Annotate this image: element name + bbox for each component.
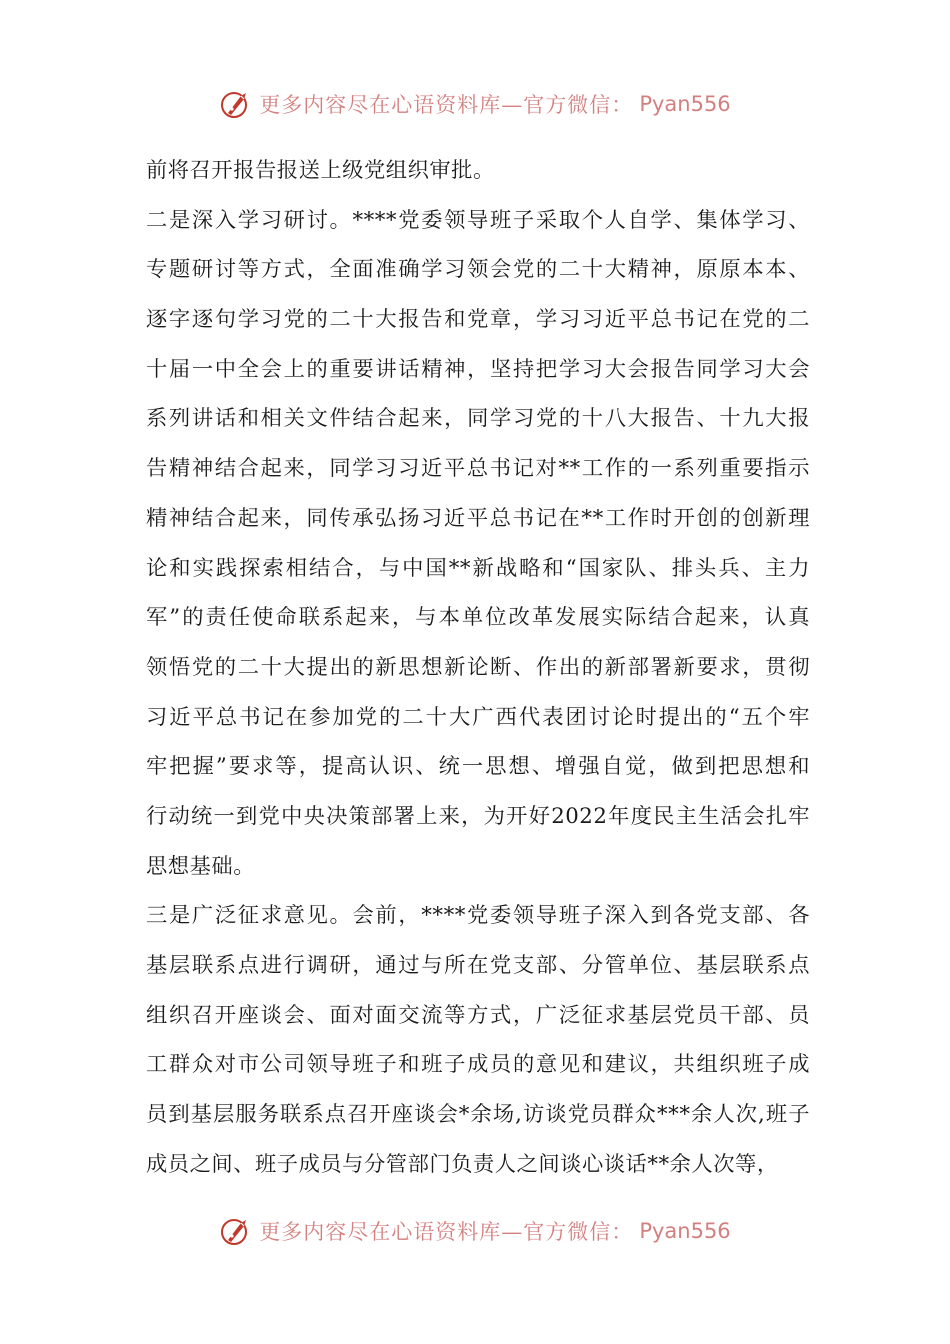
watermark-wechat-id: Pyan556 [639, 92, 731, 116]
text-line: 三是广泛征求意见。会前，****党委领导班子深入到各党支部、各 [146, 903, 810, 929]
text-line: 军”的责任使命联系起来，与本单位改革发展实际结合起来，认真 [146, 605, 810, 631]
watermark-text: 更多内容尽在心语资料库—官方微信： [259, 1220, 634, 1244]
text-line: 前将召开报告报送上级党组织审批。 [146, 158, 495, 183]
text-line: 成员之间、班子成员与分管部门负责人之间谈心谈话**余人次等， [146, 1151, 779, 1177]
text-line: 逐字逐句学习党的二十大报告和党章，学习习近平总书记在党的二 [146, 307, 810, 333]
paragraph [146, 891, 810, 1189]
watermark-text: 更多内容尽在心语资料库—官方微信： [259, 93, 634, 117]
text-line: 牢把握”要求等，提高认识、统一思想、增强自觉，做到把思想和 [146, 754, 810, 780]
text-line: 告精神结合起来，同学习习近平总书记对**工作的一系列重要指示 [146, 456, 810, 482]
text-line: 专题研讨等方式，全面准确学习领会党的二十大精神，原原本本、 [146, 257, 810, 283]
watermark-header [0, 84, 950, 124]
paragraph [146, 146, 810, 196]
text-line: 组织召开座谈会、面对面交流等方式，广泛征求基层党员干部、员 [146, 1002, 810, 1028]
text-line: 员到基层服务联系点召开座谈会*余场,访谈党员群众***余人次,班子 [146, 1102, 810, 1128]
text-line: 精神结合起来，同传承弘扬习近平总书记在**工作时开创的创新理 [146, 505, 810, 531]
text-line: 二是深入学习研讨。****党委领导班子采取个人自学、集体学习、 [146, 207, 810, 233]
pen-nib-circle-icon [219, 1214, 253, 1248]
text-line: 论和实践探索相结合，与中国**新战略和“国家队、排头兵、主力 [146, 555, 810, 581]
watermark-footer [0, 1211, 950, 1251]
document-body [146, 146, 810, 1189]
text-line: 领悟党的二十大提出的新思想新论断、作出的新部署新要求，贯彻 [146, 654, 810, 680]
pen-nib-circle-icon [219, 87, 253, 121]
text-line: 系列讲话和相关文件结合起来，同学习党的十八大报告、十九大报 [146, 406, 810, 432]
text-line: 习近平总书记在参加党的二十大广西代表团讨论时提出的“五个牢 [146, 704, 810, 730]
text-line: 行动统一到党中央决策部署上来，为开好2022年度民主生活会扎牢 [146, 803, 810, 829]
text-line: 思想基础。 [146, 853, 255, 879]
text-line: 十届一中全会上的重要讲话精神，坚持把学习大会报告同学习大会 [146, 356, 810, 382]
text-line: 工群众对市公司领导班子和班子成员的意见和建议，共组织班子成 [146, 1052, 810, 1078]
watermark-wechat-id: Pyan556 [639, 1219, 731, 1243]
text-line: 基层联系点进行调研，通过与所在党支部、分管单位、基层联系点 [146, 953, 810, 978]
paragraph [146, 196, 810, 892]
